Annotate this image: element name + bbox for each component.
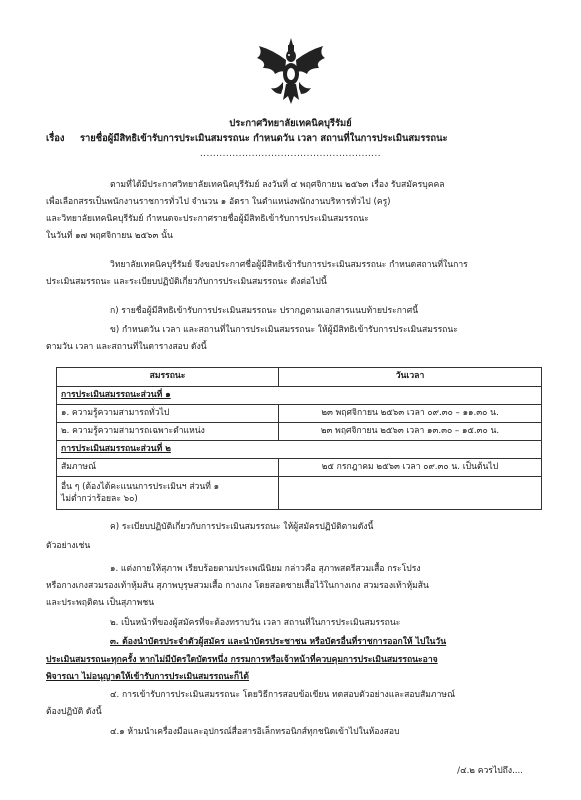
rule-1-line-2: หรือกางเกงสวมรองเท้าหุ้มส้น สุภาพบุรุษสวมเสื้อ กางเกง โดยสอดชายเสื้อไว้ในกางเกง สวมรองเท้าหุ้มส้น xyxy=(46,581,429,591)
section-2-label: การประเมินสมรรถนะส่วนที่ ๒ xyxy=(57,441,279,459)
section-row-1 xyxy=(57,387,542,405)
rule-4-line-1: ๔. การเข้ารับการประเมินสมรรถนะ โดยวิธีการสอบข้อเขียน ทดสอบตัวอย่างและสอบสัมภาษณ์ xyxy=(110,690,456,700)
rule-4-1: ๔.๑ ห้ามนำเครื่องมือและอุปกรณ์สื่อสารอิเล็กทรอนิกส์ทุกชนิดเข้าไปในห้องสอบ xyxy=(110,727,400,737)
section-1-blank xyxy=(279,387,542,405)
rule-3-line-3: พิจารณา ไม่อนุญาตให้เข้ารับการประเมินสมรรถนะก็ได้ xyxy=(46,672,250,682)
table-row xyxy=(57,459,542,477)
rule-2: ๒. เป็นหน้าที่ของผู้สมัครที่จะต้องทราบวัน เวลา สถานที่ในการประเมินสมรรถนะ xyxy=(110,618,401,628)
subject-line xyxy=(46,133,448,145)
item-a: ก) รายชื่อผู้มีสิทธิเข้ารับการประเมินสมรรถนะ ปรากฏตามเอกสารแนบท้ายประกาศนี้ xyxy=(110,306,419,316)
intro-line-3: และวิทยาลัยเทคนิคบุรีรัมย์ กำหนดจะประกาศรายชื่อผู้มีสิทธิเข้ารับการประเมินสมรรถนะ xyxy=(46,214,369,224)
rule-1-line-3: และประพฤติตน เป็นสุภาพชน xyxy=(46,598,155,608)
subject-text: รายชื่อผู้มีสิทธิเข้ารับการประเมินสมรรถนะ กำหนดวัน เวลา สถานที่ในการประเมินสมรรถนะ xyxy=(80,133,448,144)
rule-4-line-2: ต้องปฏิบัติ ดังนี้ xyxy=(46,707,102,717)
title-separator: ........................................................ xyxy=(200,149,381,159)
row-2-datetime: ๒๓ พฤศจิกายน ๒๕๖๓ เวลา ๑๓.๓๐ – ๑๕.๓๐ น. xyxy=(279,423,542,441)
section-2-blank xyxy=(279,441,542,459)
example-label: ตัวอย่างเช่น xyxy=(46,541,91,551)
table-header-row xyxy=(57,368,542,387)
schedule-table xyxy=(56,367,542,510)
row-1-competency: ๑. ความรู้ความสามารถทั่วไป xyxy=(57,405,279,423)
header-datetime: วันเวลา xyxy=(279,368,542,387)
intro-line-1: ตามที่ได้มีประกาศวิทยาลัยเทคนิคบุรีรัมย์ ลงวันที่ ๔ พฤศจิกายน ๒๕๖๓ เรื่อง รับสมัครบุคคล xyxy=(110,180,445,190)
header-competency: สมรรถนะ xyxy=(57,368,279,387)
row-4-competency xyxy=(57,477,279,510)
table-row xyxy=(57,423,542,441)
row-3-competency: สัมภาษณ์ xyxy=(57,459,279,477)
row-4-line-2: ไม่ต่ำกว่าร้อยละ ๖๐) xyxy=(61,494,138,504)
section-row-2 xyxy=(57,441,542,459)
intro-line-4: ในวันที่ ๑๗ พฤศจิกายน ๒๕๖๓ นั้น xyxy=(46,231,173,241)
rule-3-line-2: ประเมินสมรรถนะทุกครั้ง หากไม่มีบัตรใดบัตรหนึ่ง กรรมการหรือเจ้าหน้าที่ควบคุมการประเมินสมรรถนะอาจ xyxy=(46,655,438,665)
section-1-label: การประเมินสมรรถนะส่วนที่ ๑ xyxy=(57,387,279,405)
item-c: ค) ระเบียบปฏิบัติเกี่ยวกับการประเมินสมรรถนะ ให้ผู้สมัครปฏิบัติตามดังนี้ xyxy=(110,522,374,532)
intro-line-2: เพื่อเลือกสรรเป็นพนักงานราชการทั่วไป จำนวน ๑ อัตรา ในตำแหน่งพนักงานบริหารทั่วไป (ครู) xyxy=(46,197,391,207)
row-2-competency: ๒. ความรู้ความสามารถเฉพาะตำแหน่ง xyxy=(57,423,279,441)
subject-label: เรื่อง xyxy=(46,133,65,144)
row-4-line-1: อื่น ๆ (ต้องได้คะแนนการประเมินฯ ส่วนที่ ๑ xyxy=(61,481,220,492)
row-3-datetime: ๒๕ กรกฎาคม ๒๕๖๓ เวลา ๐๙.๓๐ น. เป็นต้นไป xyxy=(279,459,542,477)
row-4-datetime xyxy=(279,477,542,510)
item-b-line-1: ข) กำหนดวัน เวลา และสถานที่ในการประเมินสมรรถนะ ให้ผู้มีสิทธิเข้ารับการประเมินสมรรถนะ xyxy=(110,325,458,335)
rule-1-line-1: ๑. แต่งกายให้สุภาพ เรียบร้อยตามประเพณีนิยม กล่าวคือ สุภาพสตรีสวมเสื้อ กระโปรง xyxy=(110,564,421,574)
table-row xyxy=(57,405,542,423)
table-row xyxy=(57,477,542,510)
announce-line-1: วิทยาลัยเทคนิคบุรีรัมย์ จึงขอประกาศชื่อผู้มีสิทธิเข้ารับการประเมินสมรรถนะ กำหนดสถานที่ในการ xyxy=(110,260,468,270)
garuda-emblem-icon xyxy=(253,36,329,108)
organization-title: ประกาศวิทยาลัยเทคนิคบุรีรัมย์ xyxy=(229,118,352,129)
rule-3-line-1: ๓. ต้องนำบัตรประจำตัวผู้สมัคร และนำบัตรประชาชน หรือบัตรอื่นที่ราชการออกให้ ไปในวัน xyxy=(110,637,447,647)
continuation-note: /๔.๒ ควรไปถึง.... xyxy=(457,766,523,776)
item-b-line-2: ตามวัน เวลา และสถานที่ในตารางสอบ ดังนี้ xyxy=(46,342,207,352)
announce-line-2: ประเมินสมรรถนะ และระเบียบปฏิบัติเกี่ยวกับการประเมินสมรรถนะ ดังต่อไปนี้ xyxy=(46,277,327,287)
row-1-datetime: ๒๓ พฤศจิกายน ๒๕๖๓ เวลา ๐๙.๓๐ – ๑๑.๓๐ น. xyxy=(279,405,542,423)
